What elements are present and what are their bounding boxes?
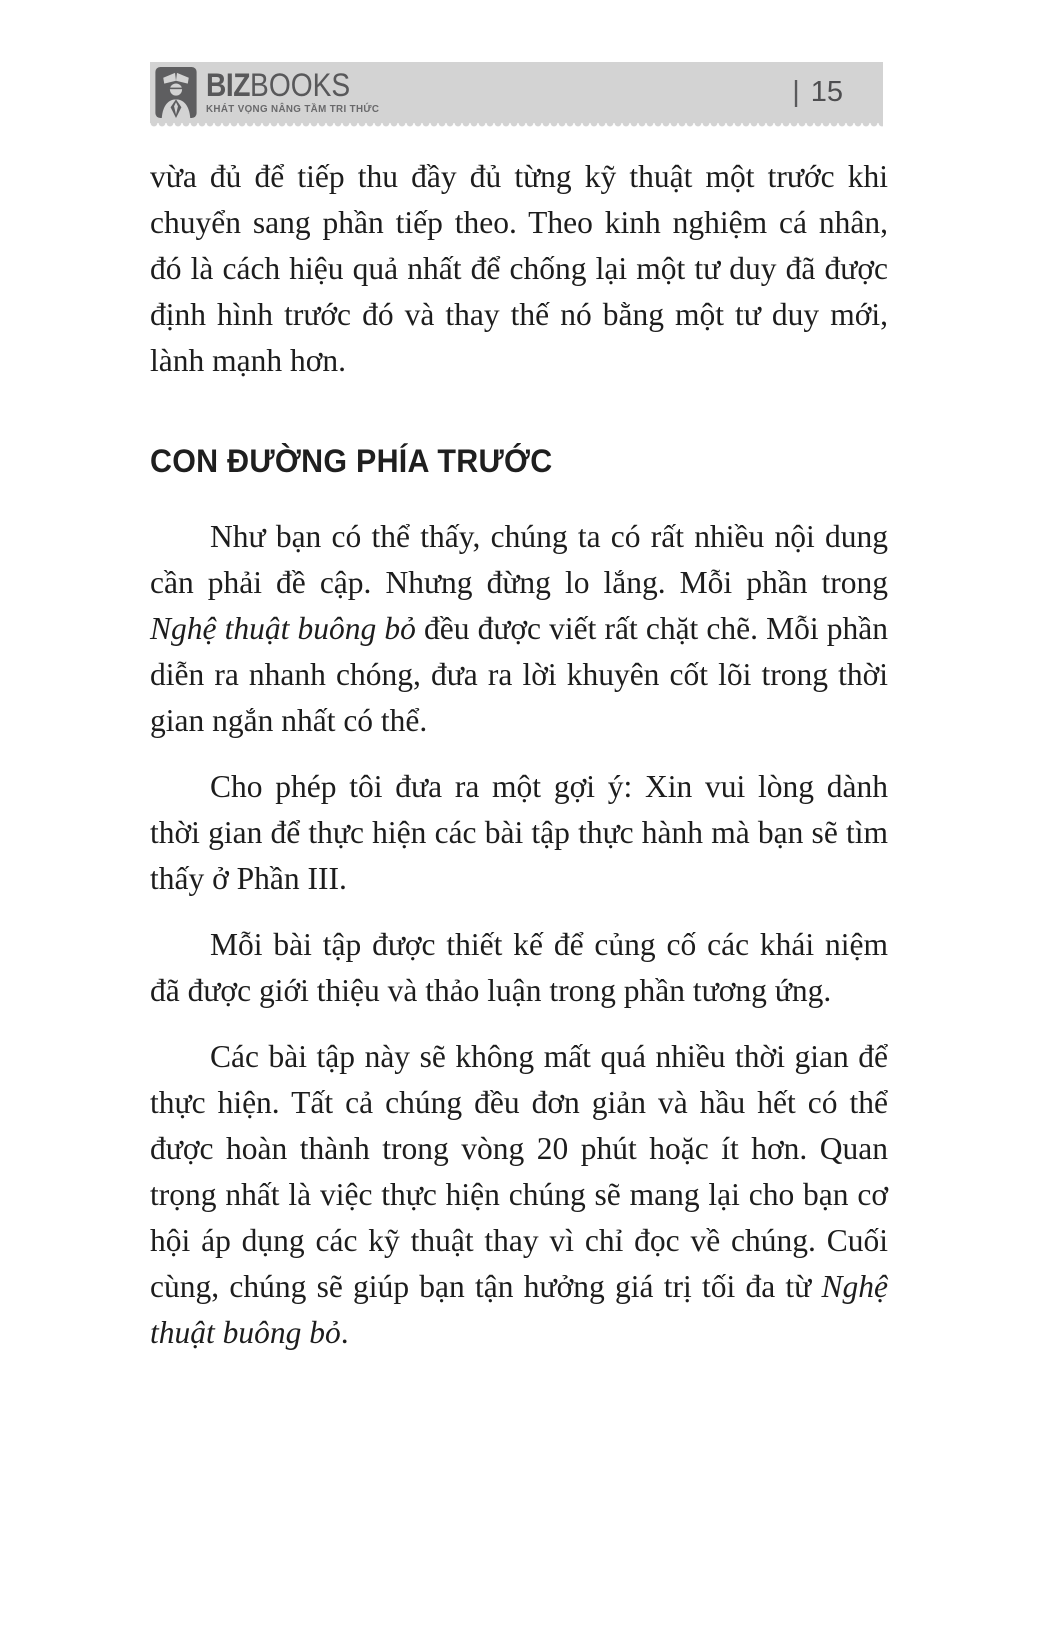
book-title-reference: Nghệ thuật buông bỏ xyxy=(150,611,416,646)
page-number-separator: | xyxy=(792,76,800,108)
paragraph-2 xyxy=(150,514,888,744)
page-body xyxy=(150,154,888,1376)
page-header xyxy=(150,62,883,123)
bizbooks-reader-icon xyxy=(155,67,197,118)
logo-tagline: KHÁT VỌNG NÂNG TẦM TRI THỨC xyxy=(206,103,380,115)
bizbooks-logo xyxy=(155,67,392,118)
paragraph-2-text-end: đều được viết rất chặt chẽ. Mỗi phần diễn ra nhanh chóng, đưa ra lời khuyên cốt lõi trong thời gian ngắn nhất có thể. xyxy=(150,611,888,738)
paragraph-1: vừa đủ để tiếp thu đầy đủ từng kỹ thuật một trước khi chuyển sang phần tiếp theo. Theo kinh nghiệm cá nhân, đó là cách hiệu quả nhất để chống lại một tư duy đã được định hình trước đó và thay thế nó bằng một tư duy mới, lành mạnh hơn. xyxy=(150,159,888,378)
logo-text xyxy=(206,67,392,115)
page-number-value: 15 xyxy=(810,76,843,108)
header-perforated-edge xyxy=(150,123,883,129)
section-heading: CON ĐƯỜNG PHÍA TRƯỚC xyxy=(150,443,553,479)
book-title-reference: Nghệ thuật buông bỏ xyxy=(150,1269,888,1350)
logo-wordmark-books: BOOKS xyxy=(250,67,351,103)
logo-wordmark xyxy=(206,67,370,103)
page-number xyxy=(792,76,843,109)
logo-wordmark-biz: BIZ xyxy=(206,67,251,103)
paragraph-5 xyxy=(150,1034,888,1356)
paragraph-5-text-end: . xyxy=(340,1315,349,1350)
paragraph-4: Mỗi bài tập được thiết kế để củng cố các khái niệm đã được giới thiệu và thảo luận trong phần tương ứng. xyxy=(150,927,888,1008)
paragraph-5-text: Các bài tập này sẽ không mất quá nhiều thời gian để thực hiện. Tất cả chúng đều đơn giản và hầu hết có thể được hoàn thành trong vòng 20 phút hoặc ít hơn. Quan trọng nhất là việc thực hiện chúng sẽ mang lại cho bạn cơ hội áp dụng các kỹ thuật thay vì chỉ đọc về chúng. Cuối cùng, chúng sẽ giúp bạn tận hưởng giá trị tối đa từ xyxy=(150,1039,888,1304)
paragraph-2-text: Như bạn có thể thấy, chúng ta có rất nhiều nội dung cần phải đề cập. Nhưng đừng lo lắng. Mỗi phần trong xyxy=(150,519,888,600)
paragraph-3: Cho phép tôi đưa ra một gợi ý: Xin vui lòng dành thời gian để thực hiện các bài tập thực hành mà bạn sẽ tìm thấy ở Phần III. xyxy=(150,769,888,896)
